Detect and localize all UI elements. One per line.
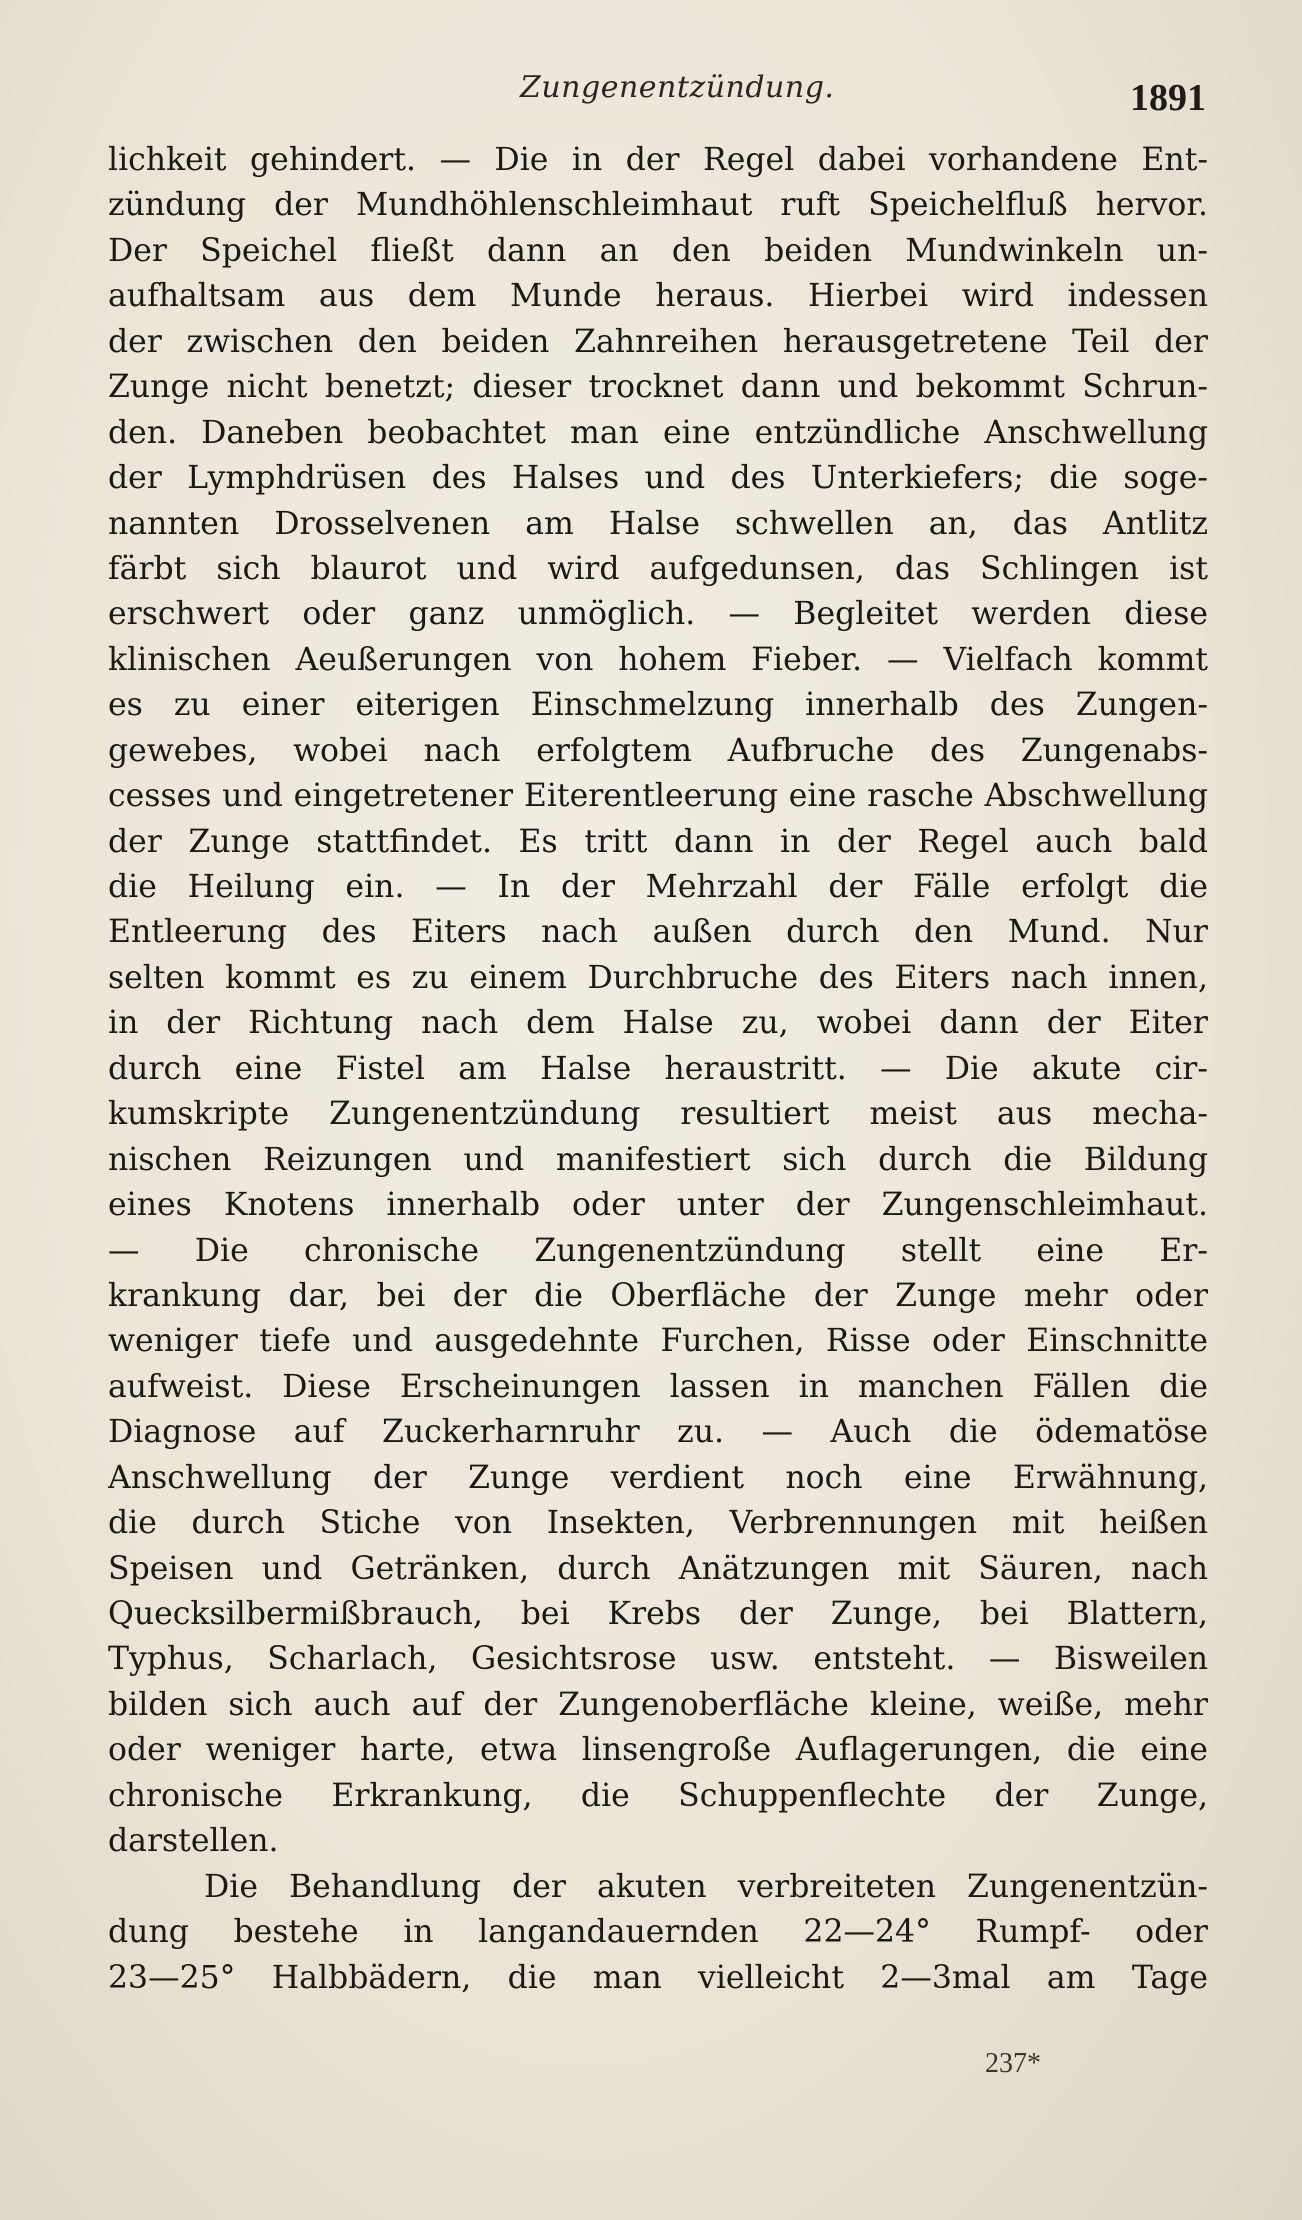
- text-line: Diagnose auf Zuckerharnruhr zu. — Auch die ödematöse: [108, 1414, 1208, 1451]
- text-line: der Lymphdrüsen des Halses und des Unterkiefers; die soge-: [108, 460, 1208, 497]
- text-line: klinischen Aeußerungen von hohem Fieber. — Vielfach kommt: [108, 641, 1208, 678]
- text-line: aufweist. Diese Erscheinungen lassen in manchen Fällen die: [108, 1368, 1208, 1405]
- text-line: darstellen.: [108, 1823, 279, 1860]
- text-line: 23—25° Halbbädern, die man vielleicht 2—3mal am Tage: [108, 1959, 1208, 1996]
- text-line: die Heilung ein. — In der Mehrzahl der Fälle erfolgt die: [108, 869, 1208, 905]
- signature-mark: 237*: [985, 2048, 1041, 2079]
- text-line: es zu einer eiterigen Einschmelzung innerhalb des Zungen-: [108, 687, 1208, 724]
- text-line: gewebes, wobei nach erfolgtem Aufbruche des Zungenabs-: [108, 732, 1208, 769]
- text-line: bilden sich auch auf der Zungenoberfläche kleine, weiße, mehr: [108, 1686, 1208, 1723]
- body-text: [108, 138, 1208, 2001]
- text-line: dung bestehe in langandauernden 22—24° Rumpf- oder: [108, 1914, 1208, 1951]
- text-line: Entleerung des Eiters nach außen durch den Mund. Nur: [108, 914, 1208, 951]
- text-line: der Zunge stattfindet. Es tritt dann in der Regel auch bald: [108, 823, 1208, 860]
- text-line: Quecksilbermißbrauch, bei Krebs der Zunge, bei Blattern,: [108, 1596, 1208, 1632]
- text-line: oder weniger harte, etwa linsengroße Auflagerungen, die eine: [108, 1732, 1208, 1769]
- text-line: chronische Erkrankung, die Schuppenflechte der Zunge,: [108, 1777, 1208, 1814]
- text-line: krankung dar, bei der die Oberfläche der Zunge mehr oder: [108, 1277, 1208, 1314]
- text-line: in der Richtung nach dem Halse zu, wobei dann der Eiter: [108, 1005, 1208, 1042]
- text-line: weniger tiefe und ausgedehnte Furchen, Risse oder Einschnitte: [108, 1323, 1208, 1360]
- text-line: aufhaltsam aus dem Munde heraus. Hierbei wird indessen: [108, 278, 1208, 315]
- text-line: kumskripte Zungenentzündung resultiert meist aus mecha-: [108, 1096, 1208, 1133]
- text-line: selten kommt es zu einem Durchbruche des Eiters nach innen,: [108, 959, 1208, 996]
- text-line: Speisen und Getränken, durch Anätzungen mit Säuren, nach: [108, 1550, 1208, 1587]
- text-line: durch eine Fistel am Halse heraustritt. — Die akute cir-: [108, 1050, 1208, 1087]
- text-line: nannten Drosselvenen am Halse schwellen an, das Antlitz: [108, 505, 1208, 542]
- text-line: der zwischen den beiden Zahnreihen herausgetretene Teil der: [108, 323, 1208, 360]
- text-line: cesses und eingetretener Eiterentleerung eine rasche Abschwellung: [108, 778, 1208, 815]
- text-line: die durch Stiche von Insekten, Verbrennungen mit heißen: [108, 1505, 1208, 1542]
- text-line: Zunge nicht benetzt; dieser trocknet dann und bekommt Schrun-: [108, 369, 1208, 406]
- text-line: nischen Reizungen und manifestiert sich durch die Bildung: [108, 1141, 1208, 1178]
- running-title: Zungenentzündung.: [520, 70, 835, 105]
- text-line: Die Behandlung der akuten verbreiteten Zungenentzün-: [204, 1868, 1208, 1905]
- text-line: erschwert oder ganz unmöglich. — Begleitet werden diese: [108, 596, 1208, 633]
- text-line: lichkeit gehindert. — Die in der Regel dabei vorhandene Ent-: [108, 142, 1208, 178]
- text-line: eines Knotens innerhalb oder unter der Zungenschleimhaut.: [108, 1187, 1208, 1224]
- text-line: — Die chronische Zungenentzündung stellt eine Er-: [108, 1232, 1208, 1269]
- text-line: färbt sich blaurot und wird aufgedunsen, das Schlingen ist: [108, 550, 1208, 587]
- text-line: Anschwellung der Zunge verdient noch eine Erwähnung,: [108, 1459, 1208, 1496]
- page-number: 1891: [1130, 77, 1206, 119]
- text-line: zündung der Mundhöhlenschleimhaut ruft Speichelfluß hervor.: [108, 187, 1208, 224]
- text-line: Der Speichel fließt dann an den beiden Mundwinkeln un-: [108, 232, 1208, 269]
- text-line: Typhus, Scharlach, Gesichtsrose usw. entsteht. — Bisweilen: [108, 1641, 1208, 1678]
- text-line: den. Daneben beobachtet man eine entzündliche Anschwellung: [108, 414, 1208, 451]
